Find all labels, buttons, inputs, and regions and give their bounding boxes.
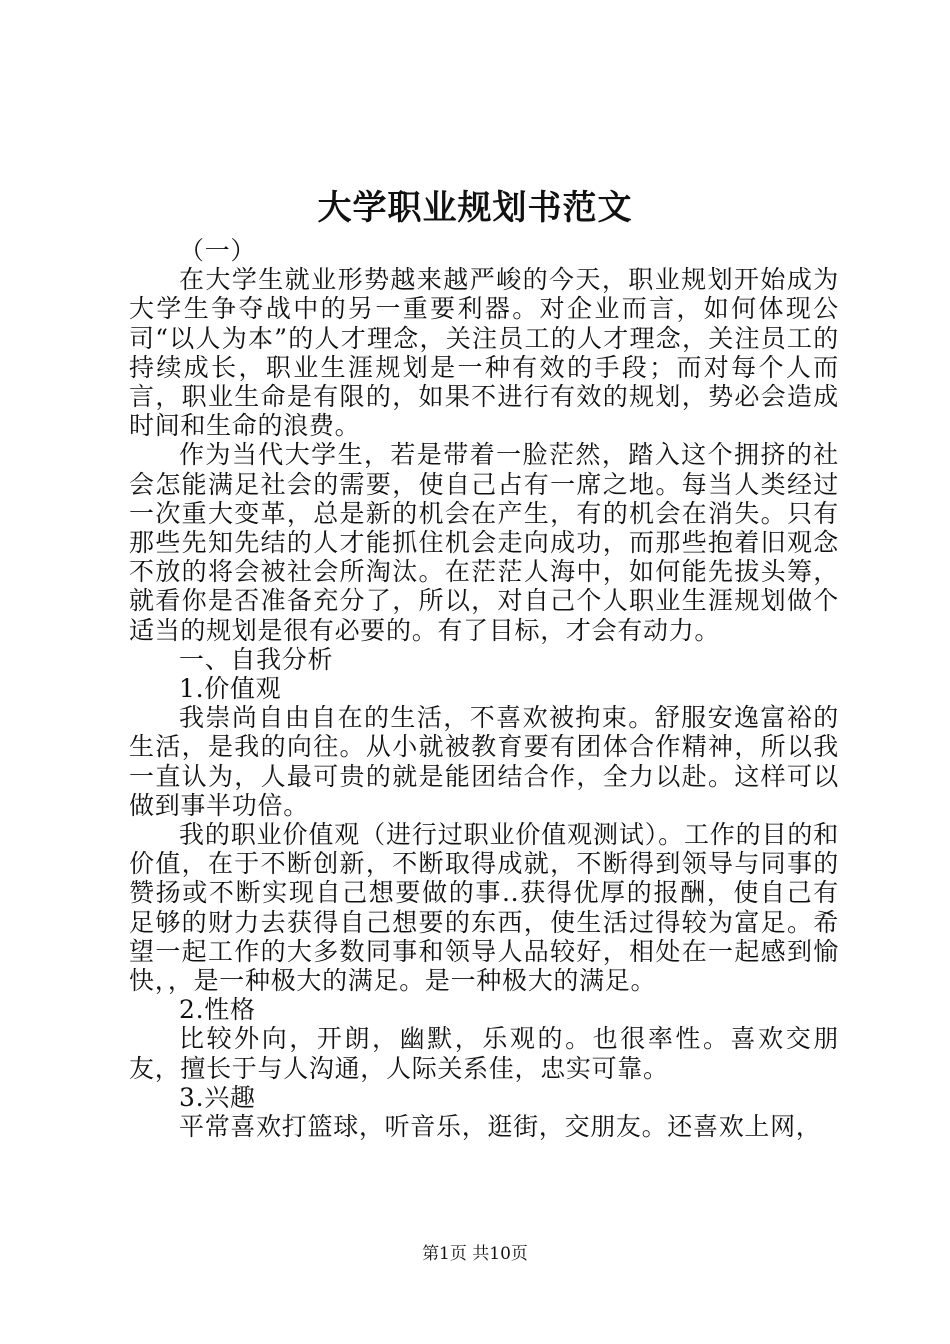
paragraph-values-life: 我崇尚自由自在的生活，不喜欢被拘束。舒服安逸富裕的生活，是我的向往。从小就被教育要有团体合作精神，所以我一直认为，人最可贵的就是能团结合作，全力以赴。这样可以做到事半功倍。 [129,703,839,820]
paragraph-interests: 平常喜欢打篮球，听音乐，逛街，交朋友。还喜欢上网， [179,1112,822,1142]
document-body [129,236,839,1141]
heading-personality: 2.性格 [179,995,256,1025]
heading-self-analysis: 一、自我分析 [179,644,334,674]
paragraph-values-career: 我的职业价值观（进行过职业价值观测试）。工作的目的和价值，在于不断创新，不断取得成就，不断得到领导与同事的赞扬或不断实现自己想要做的事..获得优厚的报酬，使自己有足够的财力去获得自己想要的东西，使生活过得较为富足。希望一起工作的大多数同事和领导人品较好，相处在一起感到愉快，，是一种极大的满足。是一种极大的满足。 [129,820,839,996]
heading-interests: 3.兴趣 [179,1082,256,1112]
paragraph-intro: 在大学生就业形势越来越严峻的今天，职业规划开始成为大学生争夺战中的另一重要利器。对企业而言，如何体现公司“以人为本”的人才理念，关注员工的人才理念，关注员工的持续成长，职业生涯规划是一种有效的手段；而对每个人而言，职业生命是有限的，如果不进行有效的规划，势必会造成时间和生命的浪费。 [129,265,839,441]
document-title: 大学职业规划书范文 [317,188,633,228]
paragraph-motivation: 作为当代大学生，若是带着一脸茫然，踏入这个拥挤的社会怎能满足社会的需要，使自己占有一席之地。每当人类经过一次重大变革，总是新的机会在产生，有的机会在消失。只有那些先知先结的人才能抓住机会走向成功，而那些抱着旧观念不放的将会被社会所淘汰。在茫茫人海中，如何能先拔头筹，就看你是否准备充分了，所以，对自己个人职业生涯规划做个适当的规划是很有必要的。有了目标，才会有动力。 [129,440,839,645]
heading-values: 1.价值观 [179,674,282,704]
paragraph-personality: 比较外向，开朗，幽默，乐观的。也很率性。喜欢交朋友，擅长于与人沟通，人际关系佳，忠实可靠。 [129,1024,839,1083]
page-number-footer: 第1页 共10页 [422,1244,528,1264]
paragraph-section-marker: （一） [179,236,257,265]
